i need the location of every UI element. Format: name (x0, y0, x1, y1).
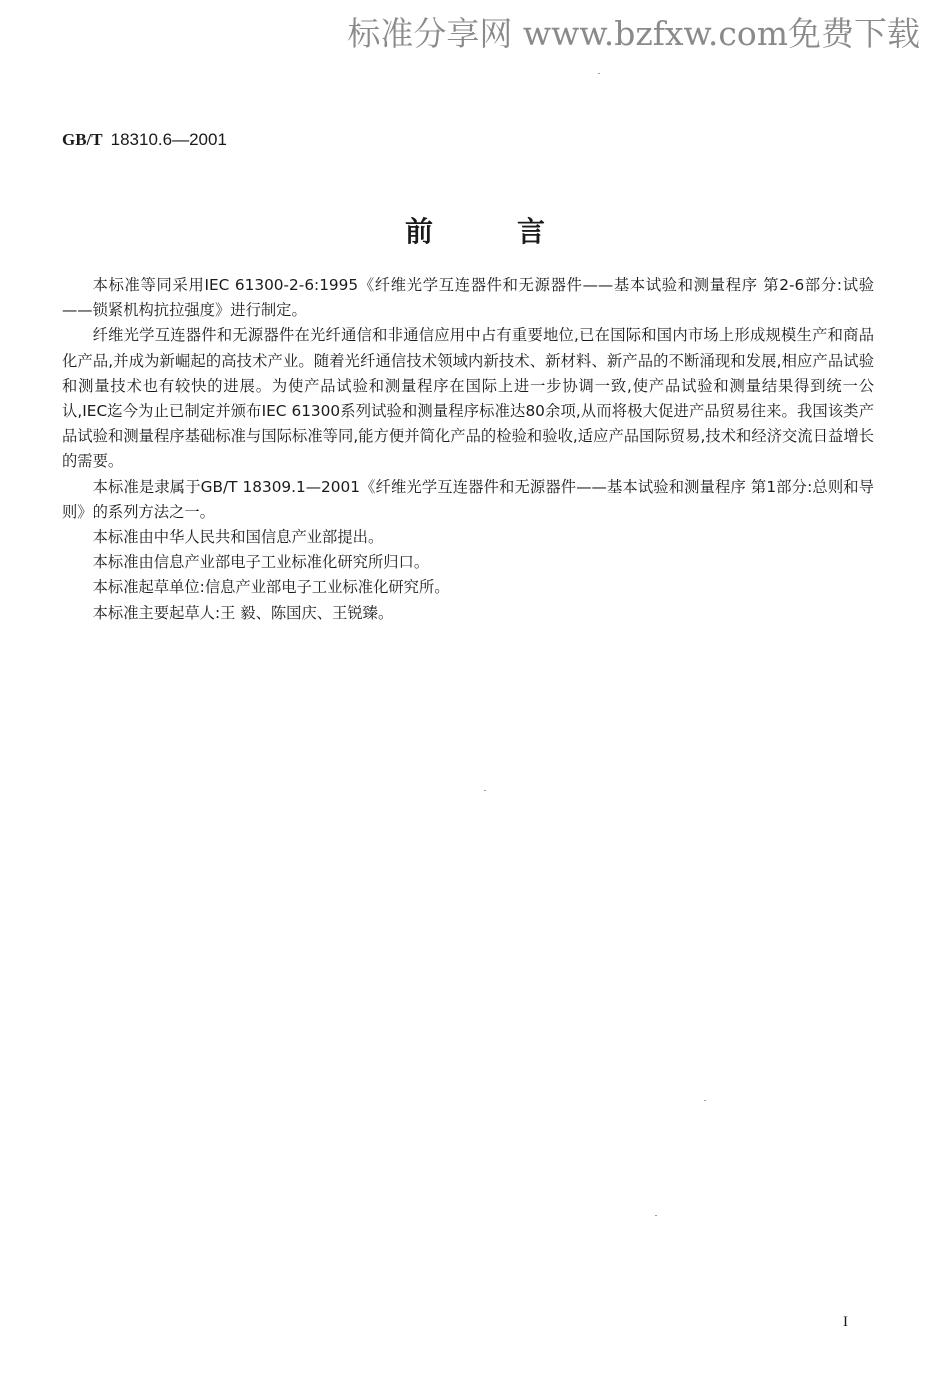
page-title: 前言 (404, 215, 629, 248)
standard-number: 18310.6—2001 (110, 130, 227, 149)
paragraph: 本标准主要起草人:王 毅、陈国庆、王锐臻。 (92, 603, 394, 622)
standard-code (62, 130, 227, 150)
standard-prefix: GB/T (62, 130, 103, 149)
scan-speck (655, 1215, 657, 1216)
scan-speck (598, 73, 600, 74)
scan-speck (704, 1100, 706, 1101)
paragraph: 本标准由信息产业部电子工业标准化研究所归口。 (92, 553, 430, 572)
paragraph: 纤维光学互连器件和无源器件在光纤通信和非通信应用中占有重要地位,已在国际和国内市场上形成规模生产和商品化产品,并成为新崛起的高技术产业。随着光纤通信技术领域内新技术、新材料、新产品的不断涌现和发展,相应产品试验和测量技术也有较快的进展。为使产品试验和测量程序在国际上进一步协调一致,使产品试验和测量结果得到统一公认,IEC迄今为止已制定并颁布IEC 61300系列试验和测量程序标准达80余项,从而将极大促进产品贸易往来。我国该类产品试验和测量程序基础标准与国际标准等同,能方便并简化产品的检验和验收,适应产品国际贸易,技术和经济交流日益增长的需要。 (62, 326, 874, 471)
foreword-body (62, 273, 874, 626)
watermark: 标准分享网 www.bzfxw.com免费下载 (347, 14, 920, 53)
paragraph: 本标准是隶属于GB/T 18309.1—2001《纤维光学互连器件和无源器件——基本试验和测量程序 第1部分:总则和导则》的系列方法之一。 (62, 477, 874, 521)
paragraph: 本标准由中华人民共和国信息产业部提出。 (92, 528, 384, 547)
page-number: I (843, 1314, 848, 1330)
paragraph: 本标准起草单位:信息产业部电子工业标准化研究所。 (92, 578, 450, 597)
paragraph: 本标准等同采用IEC 61300-2-6:1995《纤维光学互连器件和无源器件——基本试验和测量程序 第2-6部分:试验——锁紧机构抗拉强度》进行制定。 (62, 276, 874, 320)
scan-speck (484, 790, 486, 791)
